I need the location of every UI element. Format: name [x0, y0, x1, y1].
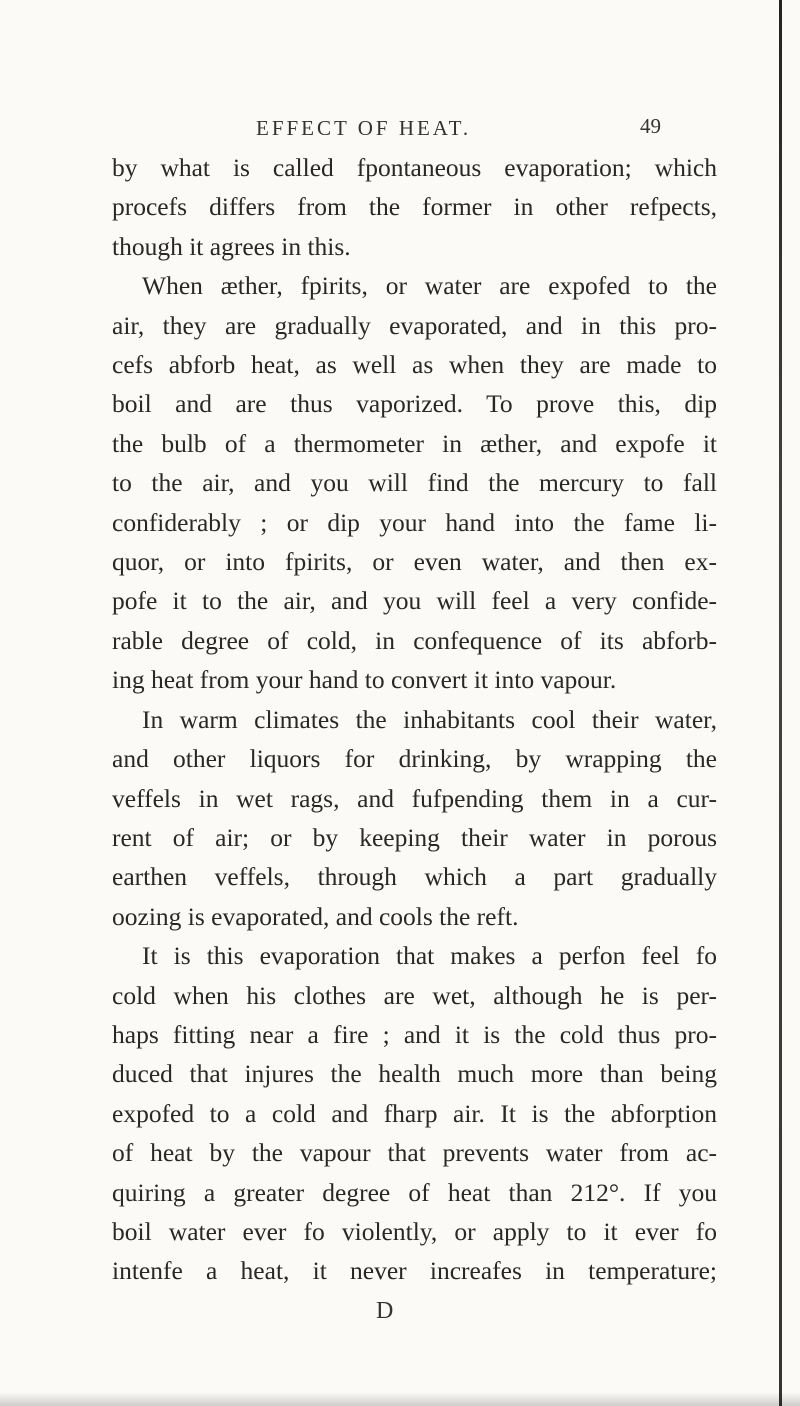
text-line: air, they are gradually evaporated, and in this pro-	[112, 310, 717, 340]
signature-mark: D	[376, 1298, 394, 1324]
text-line: confiderably ; or dip your hand into the fame li-	[112, 507, 717, 537]
text-line: expofed to a cold and fharp air. It is the abforption	[112, 1098, 717, 1128]
text-line: by what is called fpontaneous evaporation; which	[112, 153, 717, 182]
page-edge	[779, 0, 782, 1406]
text-line: cold when his clothes are wet, although he is per-	[112, 980, 717, 1010]
text-line: intenfe a heat, it never increafes in temperature;	[112, 1256, 717, 1286]
text-line: boil and are thus vaporized. To prove this, dip	[112, 389, 717, 419]
text-line: earthen veffels, through which a part gradually	[112, 862, 717, 892]
text-line: ing heat from your hand to convert it into vapour.	[112, 665, 617, 695]
text-line: the bulb of a thermometer in æther, and expofe it	[112, 428, 717, 458]
text-line: procefs differs from the former in other refpects,	[112, 192, 717, 222]
text-line: When æther, fpirits, or water are expofed to the	[142, 271, 717, 301]
page-header	[0, 112, 800, 152]
text-line: and other liquors for drinking, by wrapping the	[112, 744, 717, 774]
text-line: rent of air; or by keeping their water in porous	[112, 822, 717, 852]
text-line: haps fitting near a fire ; and it is the cold thus pro-	[112, 1019, 717, 1049]
text-line: cefs abforb heat, as well as when they are made to	[112, 350, 717, 380]
text-line: veffels in wet rags, and fufpending them in a cur-	[112, 783, 717, 813]
text-line: It is this evaporation that makes a perfon feel fo	[142, 941, 717, 971]
text-line: duced that injures the health much more than being	[112, 1059, 717, 1089]
text-line: of heat by the vapour that prevents water from ac-	[112, 1138, 717, 1168]
text-line: to the air, and you will find the mercury to fall	[112, 468, 717, 498]
text-line: though it agrees in this.	[112, 231, 351, 261]
page-number: 49	[640, 114, 661, 138]
text-line: oozing is evaporated, and cools the reft.	[112, 901, 519, 931]
page-shadow	[0, 1392, 800, 1406]
text-line: rable degree of cold, in confequence of its abforb-	[112, 625, 717, 655]
running-title: EFFECT OF HEAT.	[256, 116, 472, 140]
text-line: pofe it to the air, and you will feel a very confide-	[112, 586, 717, 616]
body-text	[112, 148, 717, 1291]
text-line: quiring a greater degree of heat than 212°. If you	[112, 1177, 717, 1207]
text-line: In warm climates the inhabitants cool their water,	[142, 704, 717, 734]
text-line: quor, or into fpirits, or even water, and then ex-	[112, 547, 717, 577]
text-line: boil water ever fo violently, or apply to it ever fo	[112, 1216, 717, 1246]
